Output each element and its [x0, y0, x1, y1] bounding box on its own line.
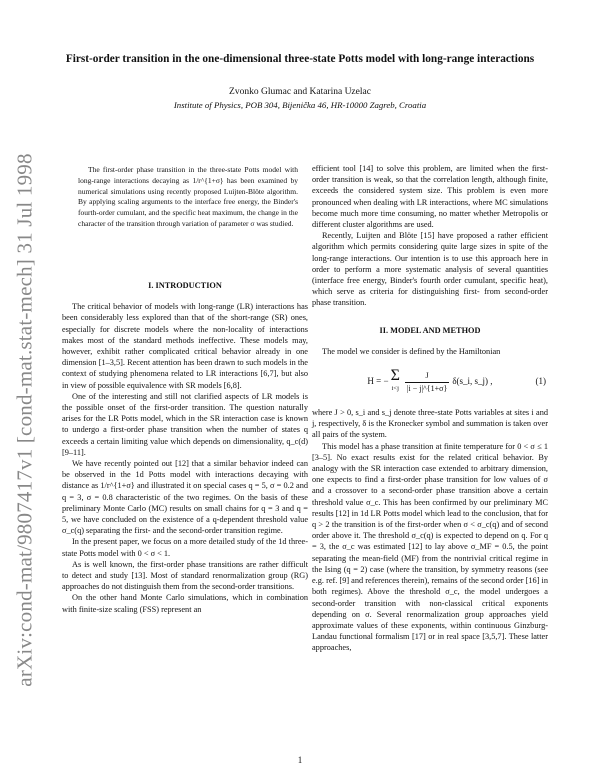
eq-denominator: |i − j|^{1+σ}: [406, 383, 448, 393]
sum-sub: i<j: [391, 385, 399, 393]
hamiltonian-equation: [312, 367, 548, 397]
authors: Zvonko Glumac and Katarina Uzelac: [229, 87, 371, 97]
intro-paragraph: As is well known, the first-order phase transitions are rather difficult to detect and study [13]. Most of standard renormalization group (RG) approaches do not distinguish them from the second-order transitions.: [62, 559, 308, 592]
abstract-text: The first-order phase transition in the three-state Potts model with long-range interactions decaying as 1/r^{1+σ} has been examined by numerical simulations using recently proposed Luijten-Blöte algorithm. By applying scaling arguments to the interface free energy, the Binder's fourth-order cumulant, and the specific heat maximum, the change in the character of the transition through variation of parameter σ was studied.: [78, 165, 298, 228]
paper-title: First-order transition in the one-dimensional three-state Potts model with long-range interactions: [65, 53, 535, 65]
page-number: 1: [297, 755, 303, 765]
intro-paragraph: One of the interesting and still not clarified aspects of LR models is the possible onset of the first-order transition. The question naturally arises for the LR Potts model, which in the SR interaction case is known to undergo a first-order phase transition when the number of states q exceeds a certain limiting value which depends on dimensionality, q_c(d) [9–11].: [62, 391, 308, 457]
eq-tail: δ(s_i, s_j) ,: [452, 376, 493, 387]
eq-lhs: H = −: [367, 376, 389, 387]
eq-fraction: [405, 370, 449, 393]
eq-numerator: J: [405, 370, 449, 382]
arxiv-watermark: [5, 150, 45, 690]
affiliation: Institute of Physics, POB 304, Bijenička 46, HR-10000 Zagreb, Croatia: [173, 100, 427, 110]
eq-intro: The model we consider is defined by the Hamiltonian: [322, 346, 501, 356]
model-heading: II. MODEL AND METHOD: [379, 325, 481, 335]
arxiv-id: arXiv:cond-mat/9807417v1 [cond-mat.stat-mech] 31 Jul 1998: [12, 153, 37, 687]
sum-symbol: Σ i<j: [391, 369, 400, 394]
body-paragraph: This model has a phase transition at finite temperature for 0 < σ ≤ 1 [3–5]. No exact results exist for the related critical behavior. By analogy with the SR interaction case extended to arbitrary dimension, one expects to find a first-order phase transition for low values of σ and a crossover to a second-order phase transition above a certain threshold value σ_c. This has been confirmed by our preliminary MC results [12] in 1d LR Potts model which lead to the conclusion, that for q > 2 the transition is of the first-order when σ < σ_c(q) and of second order above it. The threshold σ_c(q) is expected to depend on q. For q = 3, the σ_c was estimated [12] to lay above σ_MF = 0.5, the point separating the mean-field (MF) from the nontrivial critical regime in the Ising (q = 2) case (where the transition, by symmetry reasons (see e.g. ref. [9] and references therein), remains of the second order [16] in both regimes). Above the threshold σ_c, the model undergoes a second-order transition with non-classical critical exponents depending on σ. Several renormalization group approaches yield approximate values of these exponents, within continuous Ginzburg-Landau functional formalism [17] or in real space [3,5,7]. These latter approaches,: [312, 441, 548, 653]
body-paragraph: efficient tool [14] to solve this problem, are limited when the first-order transition is weak, so that the correlation length, although finite, exceeds the considered system size. This problem is even more pronounced when dealing with LR interactions, where MC simulations become much more time consuming, no matter whether Metropolis or different cluster algorithms are used.: [312, 164, 548, 230]
body-paragraph: Recently, Luijten and Blöte [15] have proposed a rather efficient algorithm which permits considering quite large sizes in spite of the long-range interactions. Our intention is to use this approach here in order to perform a more systematic analysis of several quantities (interface free energy, Binder's fourth order cumulant, specific heat), which serve as criteria for distinguishing first- from second-order phase transition.: [312, 231, 548, 308]
intro-paragraph: We have recently pointed out [12] that a similar behavior indeed can be observed in the 1d Potts model with interactions decaying with distance as 1/r^{1+σ} and illustrated it on special cases q = 5, σ = 0.2 and q = 3, σ = 0.8 characteristic of the two regimes. On the basis of these preliminary Monte Carlo (MC) results on small chains for q = 3 and q = 5, we have concluded on the existence of a q-dependent threshold value σ_c(q) separating the first- and the second-order transition regime.: [62, 459, 308, 536]
body-paragraph: where J > 0, s_i and s_j denote three-state Potts variables at sites i and j, respectively, δ is the Kronecker symbol and summation is taken over all pairs of the system.: [312, 408, 548, 440]
left-column: [62, 280, 308, 615]
abstract: [78, 165, 298, 230]
intro-paragraph: On the other hand Monte Carlo simulations, which in combination with finite-size scaling (FSS) represent an: [62, 593, 308, 614]
right-column: [312, 163, 548, 654]
eq-number: (1): [535, 376, 546, 387]
intro-paragraph: In the present paper, we focus on a more detailed study of the 1d three-state Potts model with 0 < σ < 1.: [62, 537, 308, 558]
intro-heading: I. INTRODUCTION: [148, 281, 222, 290]
intro-paragraph: The critical behavior of models with long-range (LR) interactions has been considerably less explored than that of the short-range (SR) ones, especially for discrete models where the non-locality of interactions makes most of the standard methods ineffective. These models may, however, exhibit rather complicated critical behavior already in one dimension [1–3,5]. Recent attention has been drawn to such models in the context of studying phenomena related to LR interactions [6,7], but also in view of possible equivalence with SR models [6,8].: [62, 302, 308, 390]
